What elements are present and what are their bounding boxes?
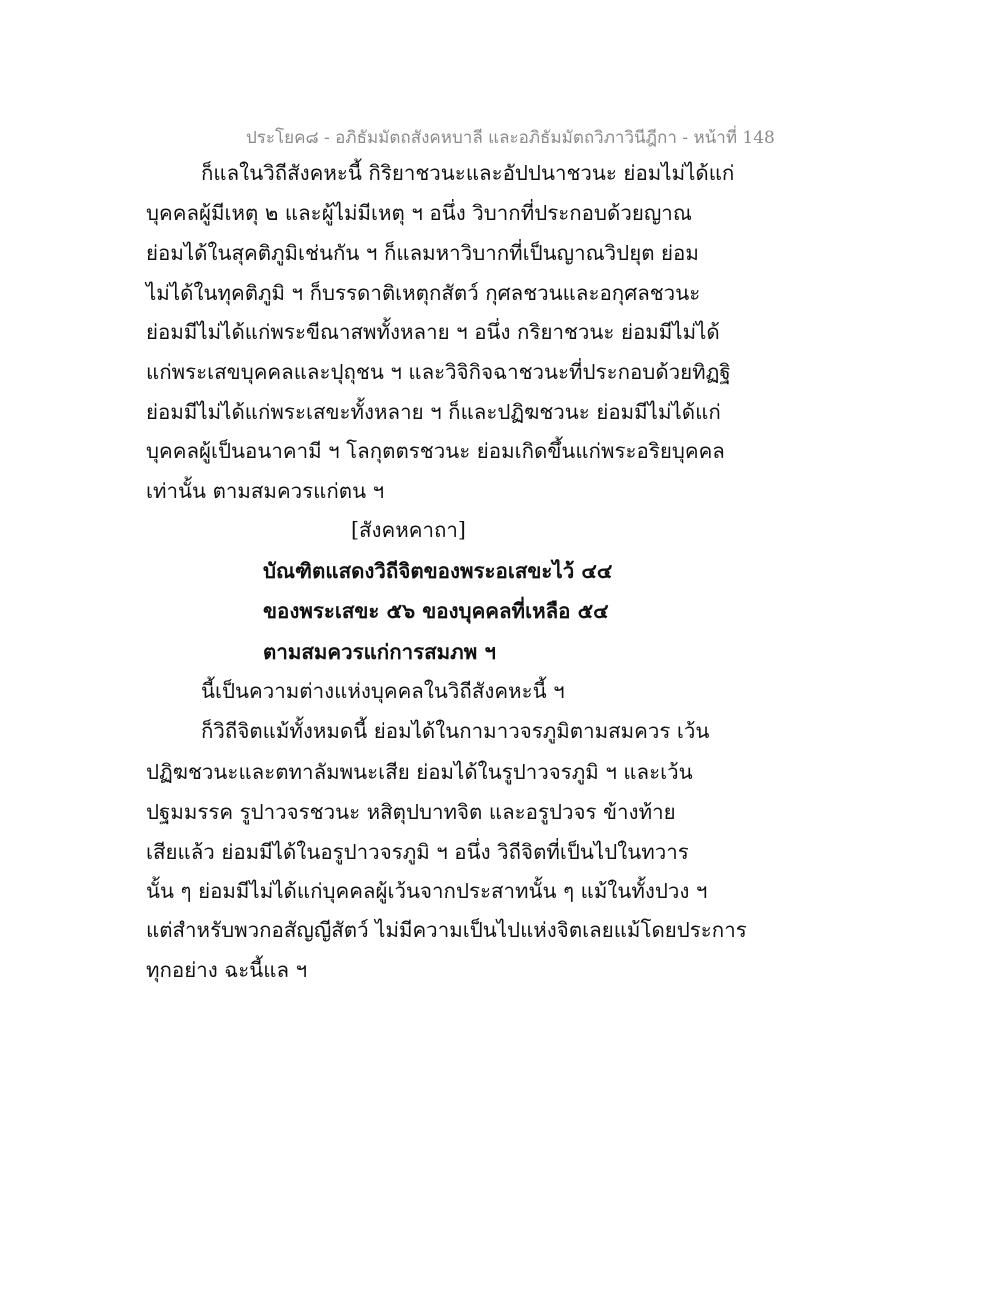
paragraph-3-line-4: เสียแล้ว ย่อมมีได้ในอรูปาวจรภูมิ ฯ อนึ่ง วิถีจิตที่เป็นไปในทวาร <box>146 840 689 864</box>
paragraph-1-line-1: ก็แลในวิถีสังคหะนี้ กิริยาชวนะและอัปปนาชวนะ ย่อมไม่ได้แก่ <box>201 161 735 185</box>
paragraph-1-line-9: เท่านั้น ตามสมควรแก่ตน ฯ <box>146 479 385 503</box>
page-header: ประโยค๘ - อภิธัมมัตถสังคหบาลี และอภิธัมมัตถวิภาวินีฎีกา - หน้าที่ 148 <box>246 128 775 148</box>
paragraph-3-line-2: ปฏิฆชวนะและตทาลัมพนะเสีย ย่อมได้ในรูปาวจรภูมิ ฯ และเว้น <box>146 760 693 784</box>
paragraph-2-line-1: นี้เป็นความต่างแห่งบุคคลในวิถีสังคหะนี้ ฯ <box>201 679 565 703</box>
paragraph-1-line-3: ย่อมได้ในสุคติภูมิเช่นกัน ฯ ก็แลมหาวิบากที่เป็นญาณวิปยุต ย่อม <box>146 241 699 265</box>
paragraph-3-line-1: ก็วิถีจิตแม้ทั้งหมดนี้ ย่อมได้ในกามาวจรภูมิตามสมควร เว้น <box>201 719 710 743</box>
verse-line-2: ของพระเสขะ ๕๖ ของบุคคลที่เหลือ ๕๔ <box>263 599 609 623</box>
paragraph-1-line-8: บุคคลผู้เป็นอนาคามี ฯ โลกุตตรชวนะ ย่อมเกิดขึ้นแก่พระอริยบุคคล <box>146 439 725 463</box>
verse-heading: [สังคหคาถา] <box>351 518 466 542</box>
paragraph-1-line-5: ย่อมมีไม่ได้แก่พระขีณาสพทั้งหลาย ฯ อนึ่ง กริยาชวนะ ย่อมมีไม่ได้ <box>146 320 720 344</box>
paragraph-1-line-2: บุคคลผู้มีเหตุ ๒ และผู้ไม่มีเหตุ ฯ อนึ่ง วิบากที่ประกอบด้วยญาณ <box>146 201 692 225</box>
verse-line-3: ตามสมควรแก่การสมภพ ฯ <box>263 640 496 664</box>
paragraph-1-line-6: แก่พระเสขบุคคลและปุถุชน ฯ และวิจิกิจฉาชวนะที่ประกอบด้วยทิฏฐิ <box>146 360 731 384</box>
paragraph-3-line-7: ทุกอย่าง ฉะนี้แล ฯ <box>146 958 308 982</box>
paragraph-3-line-6: แต่สำหรับพวกอสัญญีสัตว์ ไม่มีความเป็นไปแห่งจิตเลยแม้โดยประการ <box>146 918 747 942</box>
paragraph-1-line-7: ย่อมมีไม่ได้แก่พระเสขะทั้งหลาย ฯ ก็และปฏิฆชวนะ ย่อมมีไม่ได้แก่ <box>146 400 721 424</box>
paragraph-3-line-5: นั้น ๆ ย่อมมีไม่ได้แก่บุคคลผู้เว้นจากประสาทนั้น ๆ แม้ในทั้งปวง ฯ <box>146 879 708 903</box>
paragraph-1-line-4: ไม่ได้ในทุคติภูมิ ฯ ก็บรรดาติเหตุกสัตว์ กุศลชวนและอกุศลชวนะ <box>146 281 701 305</box>
verse-line-1: บัณฑิตแสดงวิถีจิตของพระอเสขะไว้ ๔๔ <box>263 559 613 583</box>
paragraph-3-line-3: ปฐมมรรค รูปาวจรชวนะ หสิตุปบาทจิต และอรูปวจร ข้างท้าย <box>146 800 676 824</box>
